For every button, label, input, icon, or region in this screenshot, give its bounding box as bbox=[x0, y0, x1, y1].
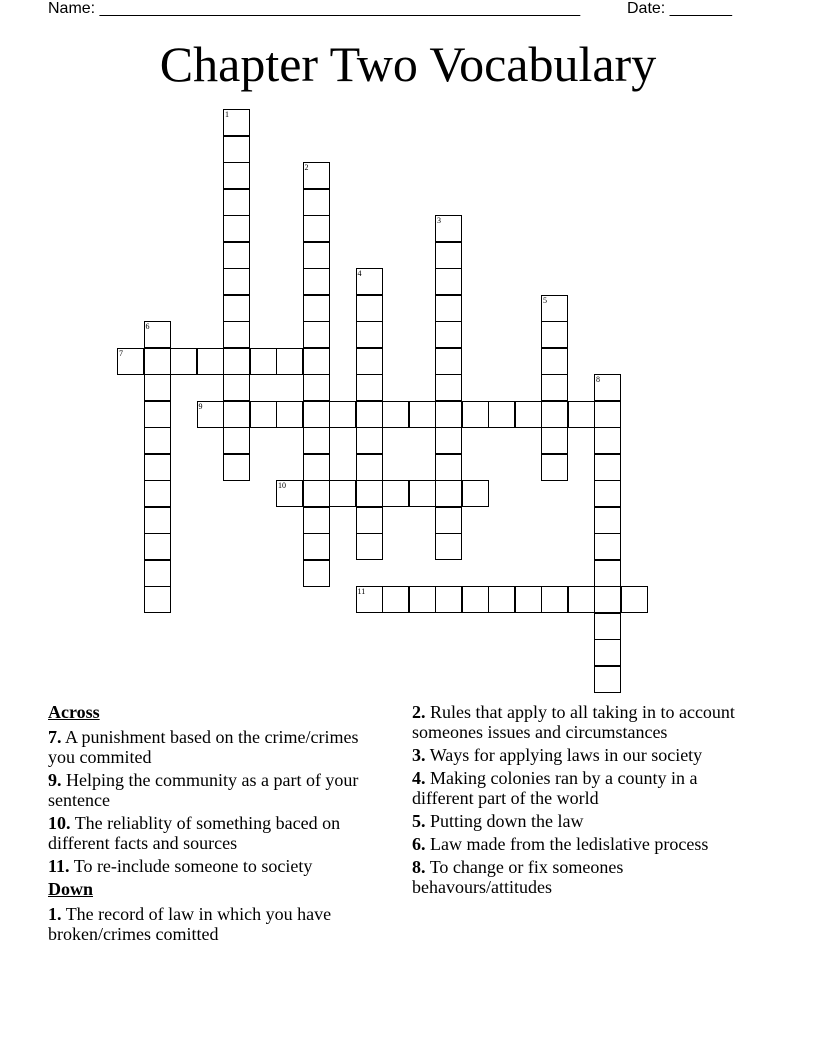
grid-cell[interactable] bbox=[435, 427, 462, 454]
clue-number-label: 6 bbox=[145, 322, 150, 331]
grid-cell[interactable] bbox=[621, 586, 648, 613]
name-field-label: Name: ______________________________________________________ bbox=[48, 0, 581, 17]
grid-cell[interactable] bbox=[303, 374, 330, 401]
grid-cell[interactable] bbox=[303, 348, 330, 375]
grid-cell[interactable] bbox=[170, 348, 197, 375]
grid-cell[interactable] bbox=[223, 374, 250, 401]
grid-cell[interactable] bbox=[568, 401, 595, 428]
grid-cell[interactable] bbox=[303, 401, 330, 428]
grid-cell[interactable] bbox=[488, 401, 515, 428]
grid-cell[interactable] bbox=[223, 136, 250, 163]
clue-number: 2. bbox=[412, 702, 426, 722]
grid-cell[interactable] bbox=[144, 480, 171, 507]
clue-text: A punishment based on the crime/crimes you commited bbox=[48, 727, 359, 767]
grid-cell[interactable] bbox=[303, 215, 330, 242]
grid-cell[interactable] bbox=[303, 162, 330, 189]
grid-cell[interactable] bbox=[117, 348, 144, 375]
grid-cell[interactable] bbox=[303, 295, 330, 322]
clue-text: To change or fix someones behavours/attitudes bbox=[412, 857, 624, 897]
grid-cell[interactable] bbox=[223, 348, 250, 375]
grid-cell[interactable] bbox=[223, 268, 250, 295]
grid-cell[interactable] bbox=[356, 348, 383, 375]
clue-across-10 bbox=[48, 813, 378, 853]
grid-cell[interactable] bbox=[409, 586, 436, 613]
grid-cell[interactable] bbox=[144, 454, 171, 481]
date-field-label: Date: _______ bbox=[627, 0, 732, 17]
clue-down-4 bbox=[412, 768, 752, 808]
grid-cell[interactable] bbox=[594, 533, 621, 560]
grid-cell[interactable] bbox=[144, 374, 171, 401]
clue-number: 1. bbox=[48, 904, 62, 924]
grid-cell[interactable] bbox=[144, 560, 171, 587]
clue-number-label: 2 bbox=[304, 163, 309, 172]
grid-cell[interactable] bbox=[435, 242, 462, 269]
clue-text: Rules that apply to all taking in to account someones issues and circumstances bbox=[412, 702, 735, 742]
grid-cell[interactable] bbox=[594, 427, 621, 454]
clue-number-label: 9 bbox=[198, 401, 203, 411]
clue-text: The reliablity of something baced on different facts and sources bbox=[48, 813, 341, 853]
grid-cell[interactable] bbox=[303, 427, 330, 454]
clue-number-label: 1 bbox=[225, 110, 229, 119]
grid-cell[interactable] bbox=[250, 348, 277, 375]
grid-cell[interactable] bbox=[144, 321, 171, 348]
grid-cell[interactable] bbox=[144, 533, 171, 560]
grid-cell[interactable] bbox=[435, 374, 462, 401]
clue-number-label: 7 bbox=[119, 348, 123, 358]
grid-cell[interactable] bbox=[541, 401, 568, 428]
grid-cell[interactable] bbox=[223, 242, 250, 269]
grid-cell[interactable] bbox=[356, 321, 383, 348]
grid-cell[interactable] bbox=[594, 454, 621, 481]
clue-number-label: 8 bbox=[596, 375, 600, 384]
clue-text: Putting down the law bbox=[430, 811, 584, 831]
grid-cell[interactable] bbox=[197, 348, 224, 375]
grid-cell[interactable] bbox=[435, 215, 462, 242]
clue-down-3 bbox=[412, 745, 752, 765]
grid-cell[interactable] bbox=[435, 480, 462, 507]
grid-cell[interactable] bbox=[329, 401, 356, 428]
grid-cell[interactable] bbox=[462, 401, 489, 428]
grid-cell[interactable] bbox=[223, 215, 250, 242]
grid-cell[interactable] bbox=[382, 586, 409, 613]
clue-number: 4. bbox=[412, 768, 426, 788]
grid-cell[interactable] bbox=[382, 480, 409, 507]
clue-number: 6. bbox=[412, 834, 426, 854]
grid-cell[interactable] bbox=[435, 454, 462, 481]
clue-text: Helping the community as a part of your sentence bbox=[48, 770, 359, 810]
clue-across-7 bbox=[48, 727, 378, 767]
grid-cell[interactable] bbox=[303, 560, 330, 587]
grid-cell[interactable] bbox=[303, 480, 330, 507]
grid-cell[interactable] bbox=[144, 348, 171, 375]
grid-cell[interactable] bbox=[329, 480, 356, 507]
grid-cell[interactable] bbox=[303, 533, 330, 560]
grid-cell[interactable] bbox=[515, 586, 542, 613]
clue-down-8 bbox=[412, 857, 752, 897]
grid-cell[interactable] bbox=[356, 427, 383, 454]
grid-cell[interactable] bbox=[303, 189, 330, 216]
grid-cell[interactable] bbox=[276, 401, 303, 428]
grid-cell[interactable] bbox=[223, 295, 250, 322]
grid-cell[interactable] bbox=[594, 613, 621, 640]
grid-cell[interactable] bbox=[356, 533, 383, 560]
grid-cell[interactable] bbox=[515, 401, 542, 428]
grid-cell[interactable] bbox=[250, 401, 277, 428]
grid-cell[interactable] bbox=[356, 374, 383, 401]
grid-cell[interactable] bbox=[276, 480, 303, 507]
clue-number: 9. bbox=[48, 770, 62, 790]
grid-cell[interactable] bbox=[356, 268, 383, 295]
grid-cell[interactable] bbox=[462, 480, 489, 507]
grid-cell[interactable] bbox=[303, 242, 330, 269]
grid-cell[interactable] bbox=[541, 454, 568, 481]
clue-number-label: 4 bbox=[357, 269, 362, 278]
grid-cell[interactable] bbox=[594, 507, 621, 534]
grid-cell[interactable] bbox=[435, 533, 462, 560]
grid-cell[interactable] bbox=[356, 507, 383, 534]
grid-cell[interactable] bbox=[541, 295, 568, 322]
clue-number: 3. bbox=[412, 745, 426, 765]
grid-cell[interactable] bbox=[144, 586, 171, 613]
down-heading: Down bbox=[48, 879, 94, 899]
grid-cell[interactable] bbox=[303, 507, 330, 534]
grid-cell[interactable] bbox=[409, 480, 436, 507]
grid-cell[interactable] bbox=[197, 401, 224, 428]
clue-down-5 bbox=[412, 811, 752, 831]
clue-down-2 bbox=[412, 702, 752, 742]
grid-cell[interactable] bbox=[594, 374, 621, 401]
grid-cell[interactable] bbox=[223, 162, 250, 189]
grid-cell[interactable] bbox=[409, 401, 436, 428]
clue-number: 8. bbox=[412, 857, 426, 877]
grid-cell[interactable] bbox=[356, 401, 383, 428]
grid-cell[interactable] bbox=[435, 586, 462, 613]
grid-cell[interactable] bbox=[223, 401, 250, 428]
grid-cell[interactable] bbox=[223, 427, 250, 454]
clue-text: Law made from the ledislative process bbox=[430, 834, 709, 854]
grid-cell[interactable] bbox=[435, 268, 462, 295]
clues-right-column bbox=[412, 702, 752, 900]
clue-text: The record of law in which you have broken/crimes comitted bbox=[48, 904, 332, 944]
grid-cell[interactable] bbox=[144, 427, 171, 454]
grid-cell[interactable] bbox=[462, 586, 489, 613]
clue-number-label: 5 bbox=[543, 295, 547, 305]
grid-cell[interactable] bbox=[594, 639, 621, 666]
grid-cell[interactable] bbox=[541, 348, 568, 375]
grid-cell[interactable] bbox=[435, 295, 462, 322]
grid-cell[interactable] bbox=[541, 374, 568, 401]
clue-number: 10. bbox=[48, 813, 71, 833]
grid-cell[interactable] bbox=[435, 321, 462, 348]
grid-cell[interactable] bbox=[223, 321, 250, 348]
grid-cell[interactable] bbox=[568, 586, 595, 613]
grid-cell[interactable] bbox=[276, 348, 303, 375]
grid-cell[interactable] bbox=[594, 666, 621, 693]
grid-cell[interactable] bbox=[303, 268, 330, 295]
grid-cell[interactable] bbox=[356, 586, 383, 613]
grid-cell[interactable] bbox=[594, 480, 621, 507]
grid-cell[interactable] bbox=[356, 295, 383, 322]
grid-cell[interactable] bbox=[435, 348, 462, 375]
clue-text: To re-include someone to society bbox=[73, 856, 313, 876]
grid-cell[interactable] bbox=[594, 560, 621, 587]
clue-down-6 bbox=[412, 834, 752, 854]
grid-cell[interactable] bbox=[144, 507, 171, 534]
clue-text: Ways for applying laws in our society bbox=[429, 745, 703, 765]
clue-across-9 bbox=[48, 770, 378, 810]
grid-cell[interactable] bbox=[223, 189, 250, 216]
grid-cell[interactable] bbox=[303, 454, 330, 481]
grid-cell[interactable] bbox=[223, 109, 250, 136]
grid-cell[interactable] bbox=[356, 480, 383, 507]
grid-cell[interactable] bbox=[356, 454, 383, 481]
grid-cell[interactable] bbox=[541, 427, 568, 454]
clue-number: 11. bbox=[48, 856, 70, 876]
clue-number-label: 11 bbox=[357, 587, 366, 596]
grid-cell[interactable] bbox=[435, 401, 462, 428]
grid-cell[interactable] bbox=[488, 586, 515, 613]
clue-number-label: 3 bbox=[437, 216, 441, 225]
clue-across-11 bbox=[48, 856, 378, 876]
grid-cell[interactable] bbox=[594, 586, 621, 613]
grid-cell[interactable] bbox=[435, 507, 462, 534]
clue-number-label: 10 bbox=[278, 481, 286, 490]
clue-down-1 bbox=[48, 904, 378, 944]
grid-cell[interactable] bbox=[382, 401, 409, 428]
page-title: Chapter Two Vocabulary bbox=[159, 36, 657, 92]
grid-cell[interactable] bbox=[223, 454, 250, 481]
clue-number: 7. bbox=[48, 727, 62, 747]
grid-cell[interactable] bbox=[594, 401, 621, 428]
clues-left-column bbox=[48, 702, 378, 947]
grid-cell[interactable] bbox=[541, 586, 568, 613]
across-heading: Across bbox=[48, 702, 100, 722]
grid-cell[interactable] bbox=[541, 321, 568, 348]
clue-text: Making colonies ran by a county in a different part of the world bbox=[412, 768, 698, 808]
grid-cell[interactable] bbox=[144, 401, 171, 428]
clue-number: 5. bbox=[412, 811, 426, 831]
grid-cell[interactable] bbox=[303, 321, 330, 348]
